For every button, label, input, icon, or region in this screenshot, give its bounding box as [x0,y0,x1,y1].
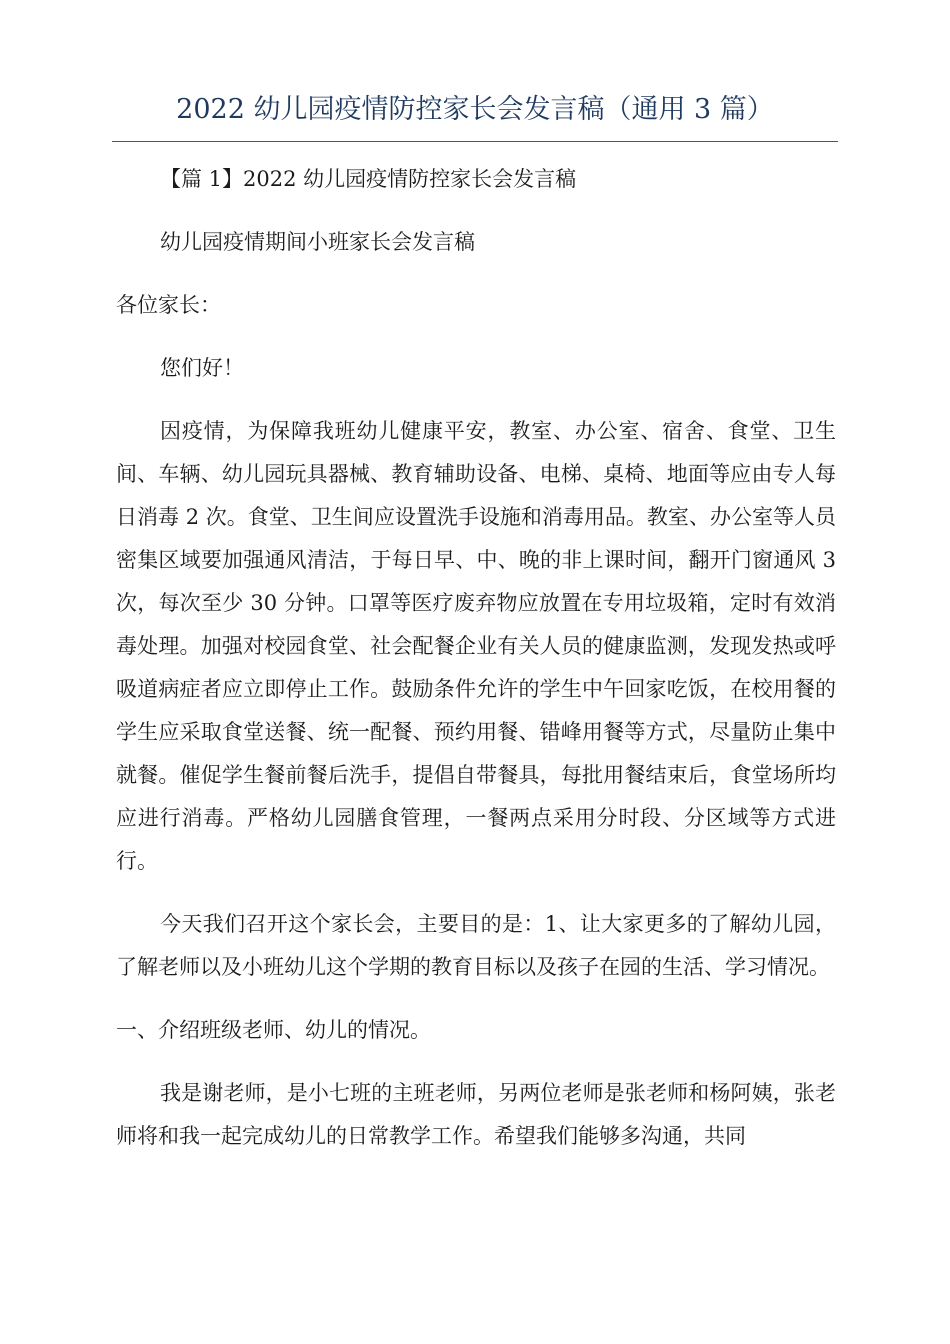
title-divider [112,141,838,142]
paragraph-disinfection: 因疫情，为保障我班幼儿健康平安，教室、办公室、宿舍、食堂、卫生间、车辆、幼儿园玩具器械、教育辅助设备、电梯、桌椅、地面等应由专人每日消毒 2 次。食堂、卫生间应设置洗手设施和消毒用品。教室、办公室等人员密集区域要加强通风清洁，于每日早、中、晚的非上课时间，翻开门窗通风 3 次，每次至少 30 分钟。口罩等医疗废弃物应放置在专用垃圾箱，定时有效消毒处理。加强对校园食堂、社会配餐企业有关人员的健康监测，发现发热或呼吸道病症者应立即停止工作。鼓励条件允许的学生中午回家吃饭，在校用餐的学生应采取食堂送餐、统一配餐、预约用餐、错峰用餐等方式，尽量防止集中就餐。催促学生餐前餐后洗手，提倡自带餐具，每批用餐结束后，食堂场所均应进行消毒。严格幼儿园膳食管理，一餐两点采用分时段、分区域等方式进行。 [116,419,836,873]
paragraph-teacher-intro: 我是谢老师，是小七班的主班老师，另两位老师是张老师和杨阿姨，张老师将和我一起完成幼儿的日常教学工作。希望我们能够多沟通，共同 [116,1081,836,1148]
greeting: 您们好！ [160,356,244,380]
paragraph-meeting-purpose: 今天我们召开这个家长会，主要目的是：1、让大家更多的了解幼儿园，了解老师以及小班幼儿这个学期的教育目标以及孩子在园的生活、学习情况。 [116,912,836,979]
document-body [116,156,836,1158]
section-heading: 【篇 1】2022 幼儿园疫情防控家长会发言稿 [160,167,577,191]
subheading-introduction: 一、介绍班级老师、幼儿的情况。 [116,1018,431,1042]
salutation: 各位家长： [116,293,221,317]
speech-subtitle: 幼儿园疫情期间小班家长会发言稿 [160,230,475,254]
document-title: 2022 幼儿园疫情防控家长会发言稿（通用 3 篇） [176,94,774,125]
